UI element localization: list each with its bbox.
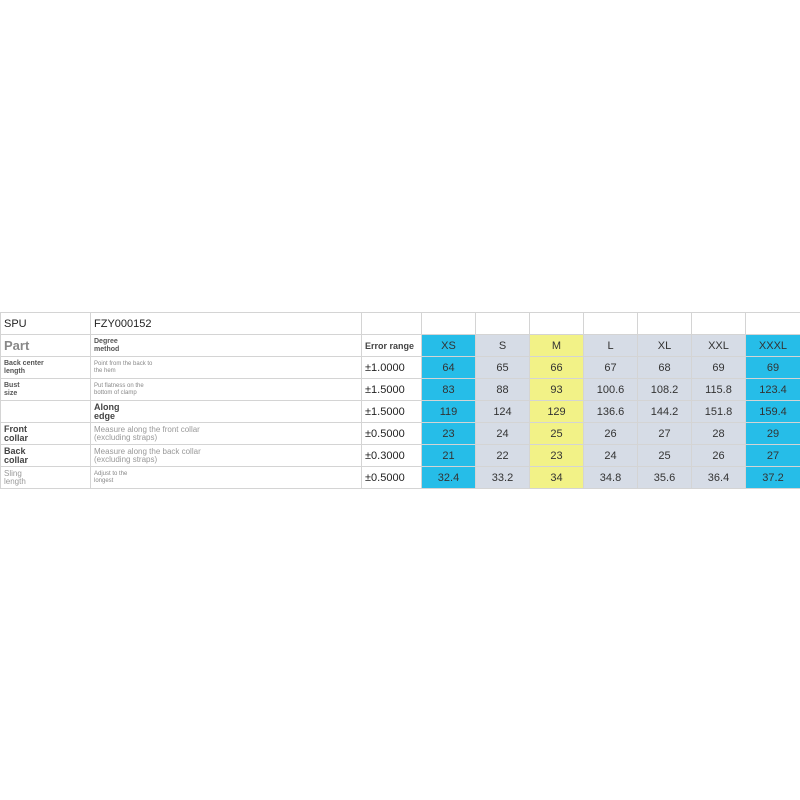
spu-value: FZY000152 — [91, 313, 362, 335]
size-value-s: 33.2 — [476, 467, 530, 489]
size-value-xl: 108.2 — [638, 379, 692, 401]
size-value-xxl: 115.8 — [692, 379, 746, 401]
method-cell: Adjust to the longest — [91, 467, 362, 489]
part-cell: Sling length — [1, 467, 91, 489]
size-value-xl: 68 — [638, 357, 692, 379]
size-value-xl: 25 — [638, 445, 692, 467]
size-value-xxl: 69 — [692, 357, 746, 379]
part-cell — [1, 401, 91, 423]
method-cell: Measure along the back collar (excluding straps) — [91, 445, 362, 467]
size-chart-sheet — [0, 312, 800, 489]
error-range-cell: ±0.5000 — [362, 423, 422, 445]
size-value-xs: 64 — [422, 357, 476, 379]
error-range-cell: ±0.5000 — [362, 467, 422, 489]
size-value-xxl: 151.8 — [692, 401, 746, 423]
size-value-l: 24 — [584, 445, 638, 467]
size-value-xxxl: 29 — [746, 423, 800, 445]
size-header-m: M — [530, 335, 584, 357]
size-value-s: 22 — [476, 445, 530, 467]
method-cell: Measure along the front collar (excluding straps) — [91, 423, 362, 445]
measurement-rows — [1, 357, 800, 489]
error-range-cell: ±0.3000 — [362, 445, 422, 467]
table-row — [1, 445, 800, 467]
size-value-l: 136.6 — [584, 401, 638, 423]
method-cell: Put flatness on the bottom of clamp — [91, 379, 362, 401]
size-header-xxxl: XXXL — [746, 335, 800, 357]
size-value-s: 65 — [476, 357, 530, 379]
method-cell: Point from the back to the hem — [91, 357, 362, 379]
size-header-s: S — [476, 335, 530, 357]
size-value-m: 23 — [530, 445, 584, 467]
part-cell: Back collar — [1, 445, 91, 467]
size-value-l: 34.8 — [584, 467, 638, 489]
size-chart-table — [0, 312, 800, 489]
size-value-xl: 144.2 — [638, 401, 692, 423]
size-value-s: 88 — [476, 379, 530, 401]
size-value-xs: 83 — [422, 379, 476, 401]
spu-row — [1, 313, 800, 335]
size-value-xs: 21 — [422, 445, 476, 467]
size-value-l: 67 — [584, 357, 638, 379]
part-cell: Back center length — [1, 357, 91, 379]
size-value-xxl: 26 — [692, 445, 746, 467]
size-value-m: 93 — [530, 379, 584, 401]
size-value-s: 24 — [476, 423, 530, 445]
error-range-cell: ±1.5000 — [362, 379, 422, 401]
size-value-xl: 35.6 — [638, 467, 692, 489]
size-value-xxxl: 69 — [746, 357, 800, 379]
size-value-m: 66 — [530, 357, 584, 379]
size-value-xxxl: 27 — [746, 445, 800, 467]
size-value-xxl: 36.4 — [692, 467, 746, 489]
size-value-m: 34 — [530, 467, 584, 489]
size-header-l: L — [584, 335, 638, 357]
size-value-xl: 27 — [638, 423, 692, 445]
table-row — [1, 357, 800, 379]
method-column-header: Degree method — [91, 335, 362, 357]
size-value-xs: 32.4 — [422, 467, 476, 489]
size-value-m: 25 — [530, 423, 584, 445]
size-value-m: 129 — [530, 401, 584, 423]
size-value-xxxl: 123.4 — [746, 379, 800, 401]
size-value-l: 26 — [584, 423, 638, 445]
table-row — [1, 401, 800, 423]
part-column-header: Part — [1, 335, 91, 357]
size-header-xxl: XXL — [692, 335, 746, 357]
part-cell: Front collar — [1, 423, 91, 445]
size-value-xxl: 28 — [692, 423, 746, 445]
error-range-cell: ±1.0000 — [362, 357, 422, 379]
size-header-xs: XS — [422, 335, 476, 357]
part-cell: Bust size — [1, 379, 91, 401]
size-value-xxxl: 159.4 — [746, 401, 800, 423]
error-range-cell: ±1.5000 — [362, 401, 422, 423]
size-value-xs: 119 — [422, 401, 476, 423]
table-row — [1, 379, 800, 401]
error-range-header: Error range — [362, 335, 422, 357]
size-header-xl: XL — [638, 335, 692, 357]
size-value-s: 124 — [476, 401, 530, 423]
table-row — [1, 467, 800, 489]
size-value-xxxl: 37.2 — [746, 467, 800, 489]
size-value-xs: 23 — [422, 423, 476, 445]
size-value-l: 100.6 — [584, 379, 638, 401]
table-row — [1, 423, 800, 445]
spu-label: SPU — [1, 313, 91, 335]
method-cell: Along edge — [91, 401, 362, 423]
column-header-row — [1, 335, 800, 357]
